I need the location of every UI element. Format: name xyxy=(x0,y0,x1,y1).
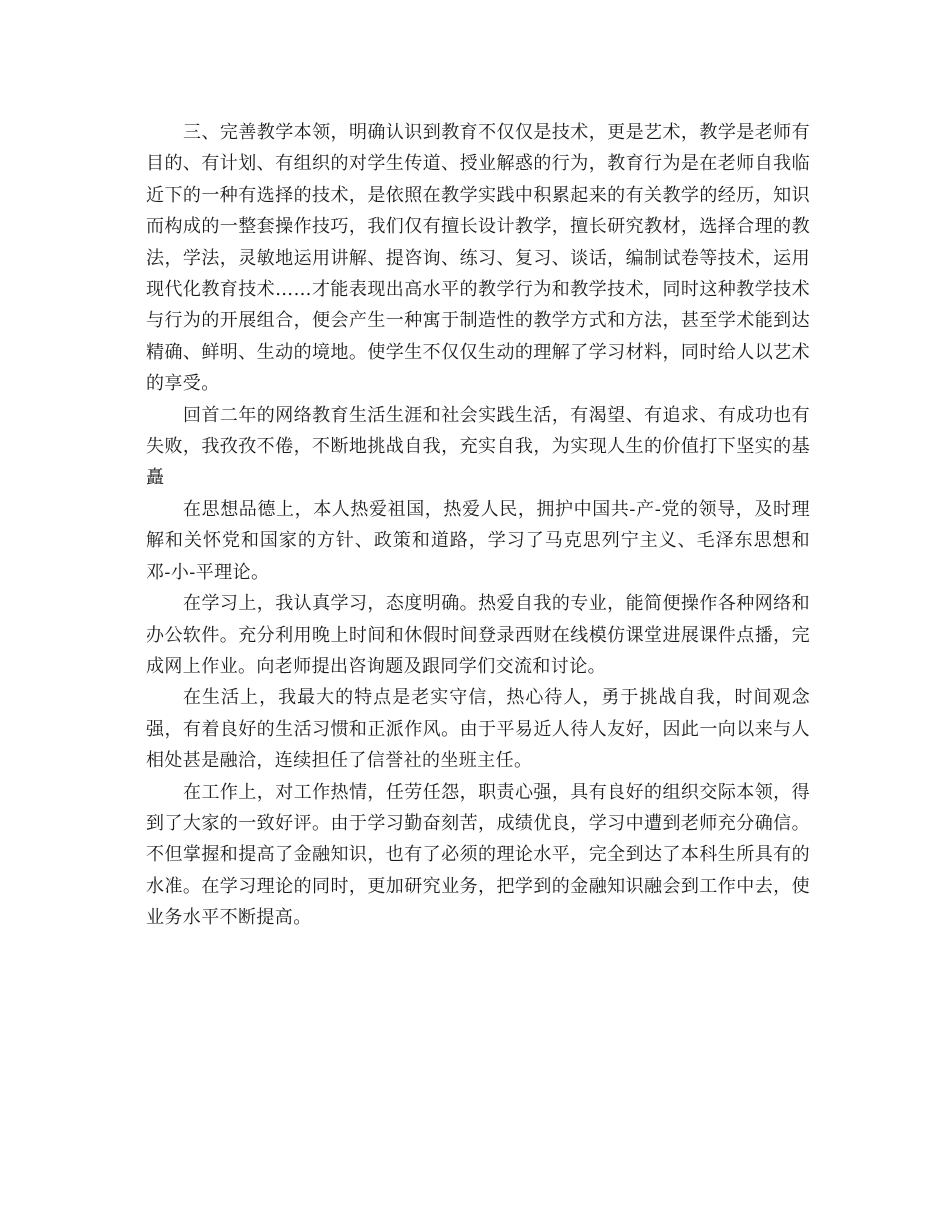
paragraph-study: 在学习上，我认真学习，态度明确。热爱自我的专业，能简便操作各种网络和办公软件。充分利用晚上时间和休假时间登录西财在线模仿课堂进展课件点播，完成网上作业。向老师提出咨询题及跟同学们交流和讨论。 xyxy=(146,593,810,677)
paragraph-looking-back: 回首二年的网络教育生活生涯和社会实践生活，有渴望、有追求、有成功也有失败，我孜孜不倦，不断地挑战自我，充实自我，为实现人生的价值打下坚实的基矗 xyxy=(146,404,810,489)
paragraph-life: 在生活上，我最大的特点是老实守信，热心待人，勇于挑战自我，时间观念强，有着良好的生活习惯和正派作风。由于平易近人待人友好，因此一向以来与人相处甚是融洽，连续担任了信誉社的坐班主任。 xyxy=(146,687,810,772)
paragraph-work: 在工作上，对工作热情，任劳任怨，职责心强，具有良好的组织交际本领，得到了大家的一致好评。由于学习勤奋刻苦，成绩优良，学习中遭到老师充分确信。不但掌握和提高了金融知识，也有了必须的理论水平，完全到达了本科生所具有的水准。在学习理论的同时，更加研究业务，把学到的金融知识融会到工作中去，使业务水平不断提高。 xyxy=(146,781,810,929)
paragraph-teaching-skills: 三、完善教学本领，明确认识到教育不仅仅是技术，更是艺术，教学是老师有目的、有计划、有组织的对学生传道、授业解惑的行为，教育行为是在老师自我临近下的一种有选择的技术，是依照在教学实践中积累起来的有关教学的经历，知识而构成的一整套操作技巧，我们仅有擅长设计教学，擅长研究教材，选择合理的教法，学法，灵敏地运用讲解、提咨询、练习、复习、谈话，编制试卷等技术，运用现代化教育技术……才能表现出高水平的教学行为和教学技术，同时这种教学技术与行为的开展组合，便会产生一种寓于制造性的教学方式和方法，甚至学术能到达精确、鲜明、生动的境地。使学生不仅仅生动的理解了学习材料，同时给人以艺术的享受。 xyxy=(146,122,810,395)
paragraph-moral-character: 在思想品德上，本人热爱祖国，热爱人民，拥护中国共-产-党的领导，及时理解和关怀党和国家的方针、政策和道路，学习了马克思列宁主义、毛泽东思想和邓-小-平理论。 xyxy=(146,498,810,583)
document-body xyxy=(146,117,810,934)
